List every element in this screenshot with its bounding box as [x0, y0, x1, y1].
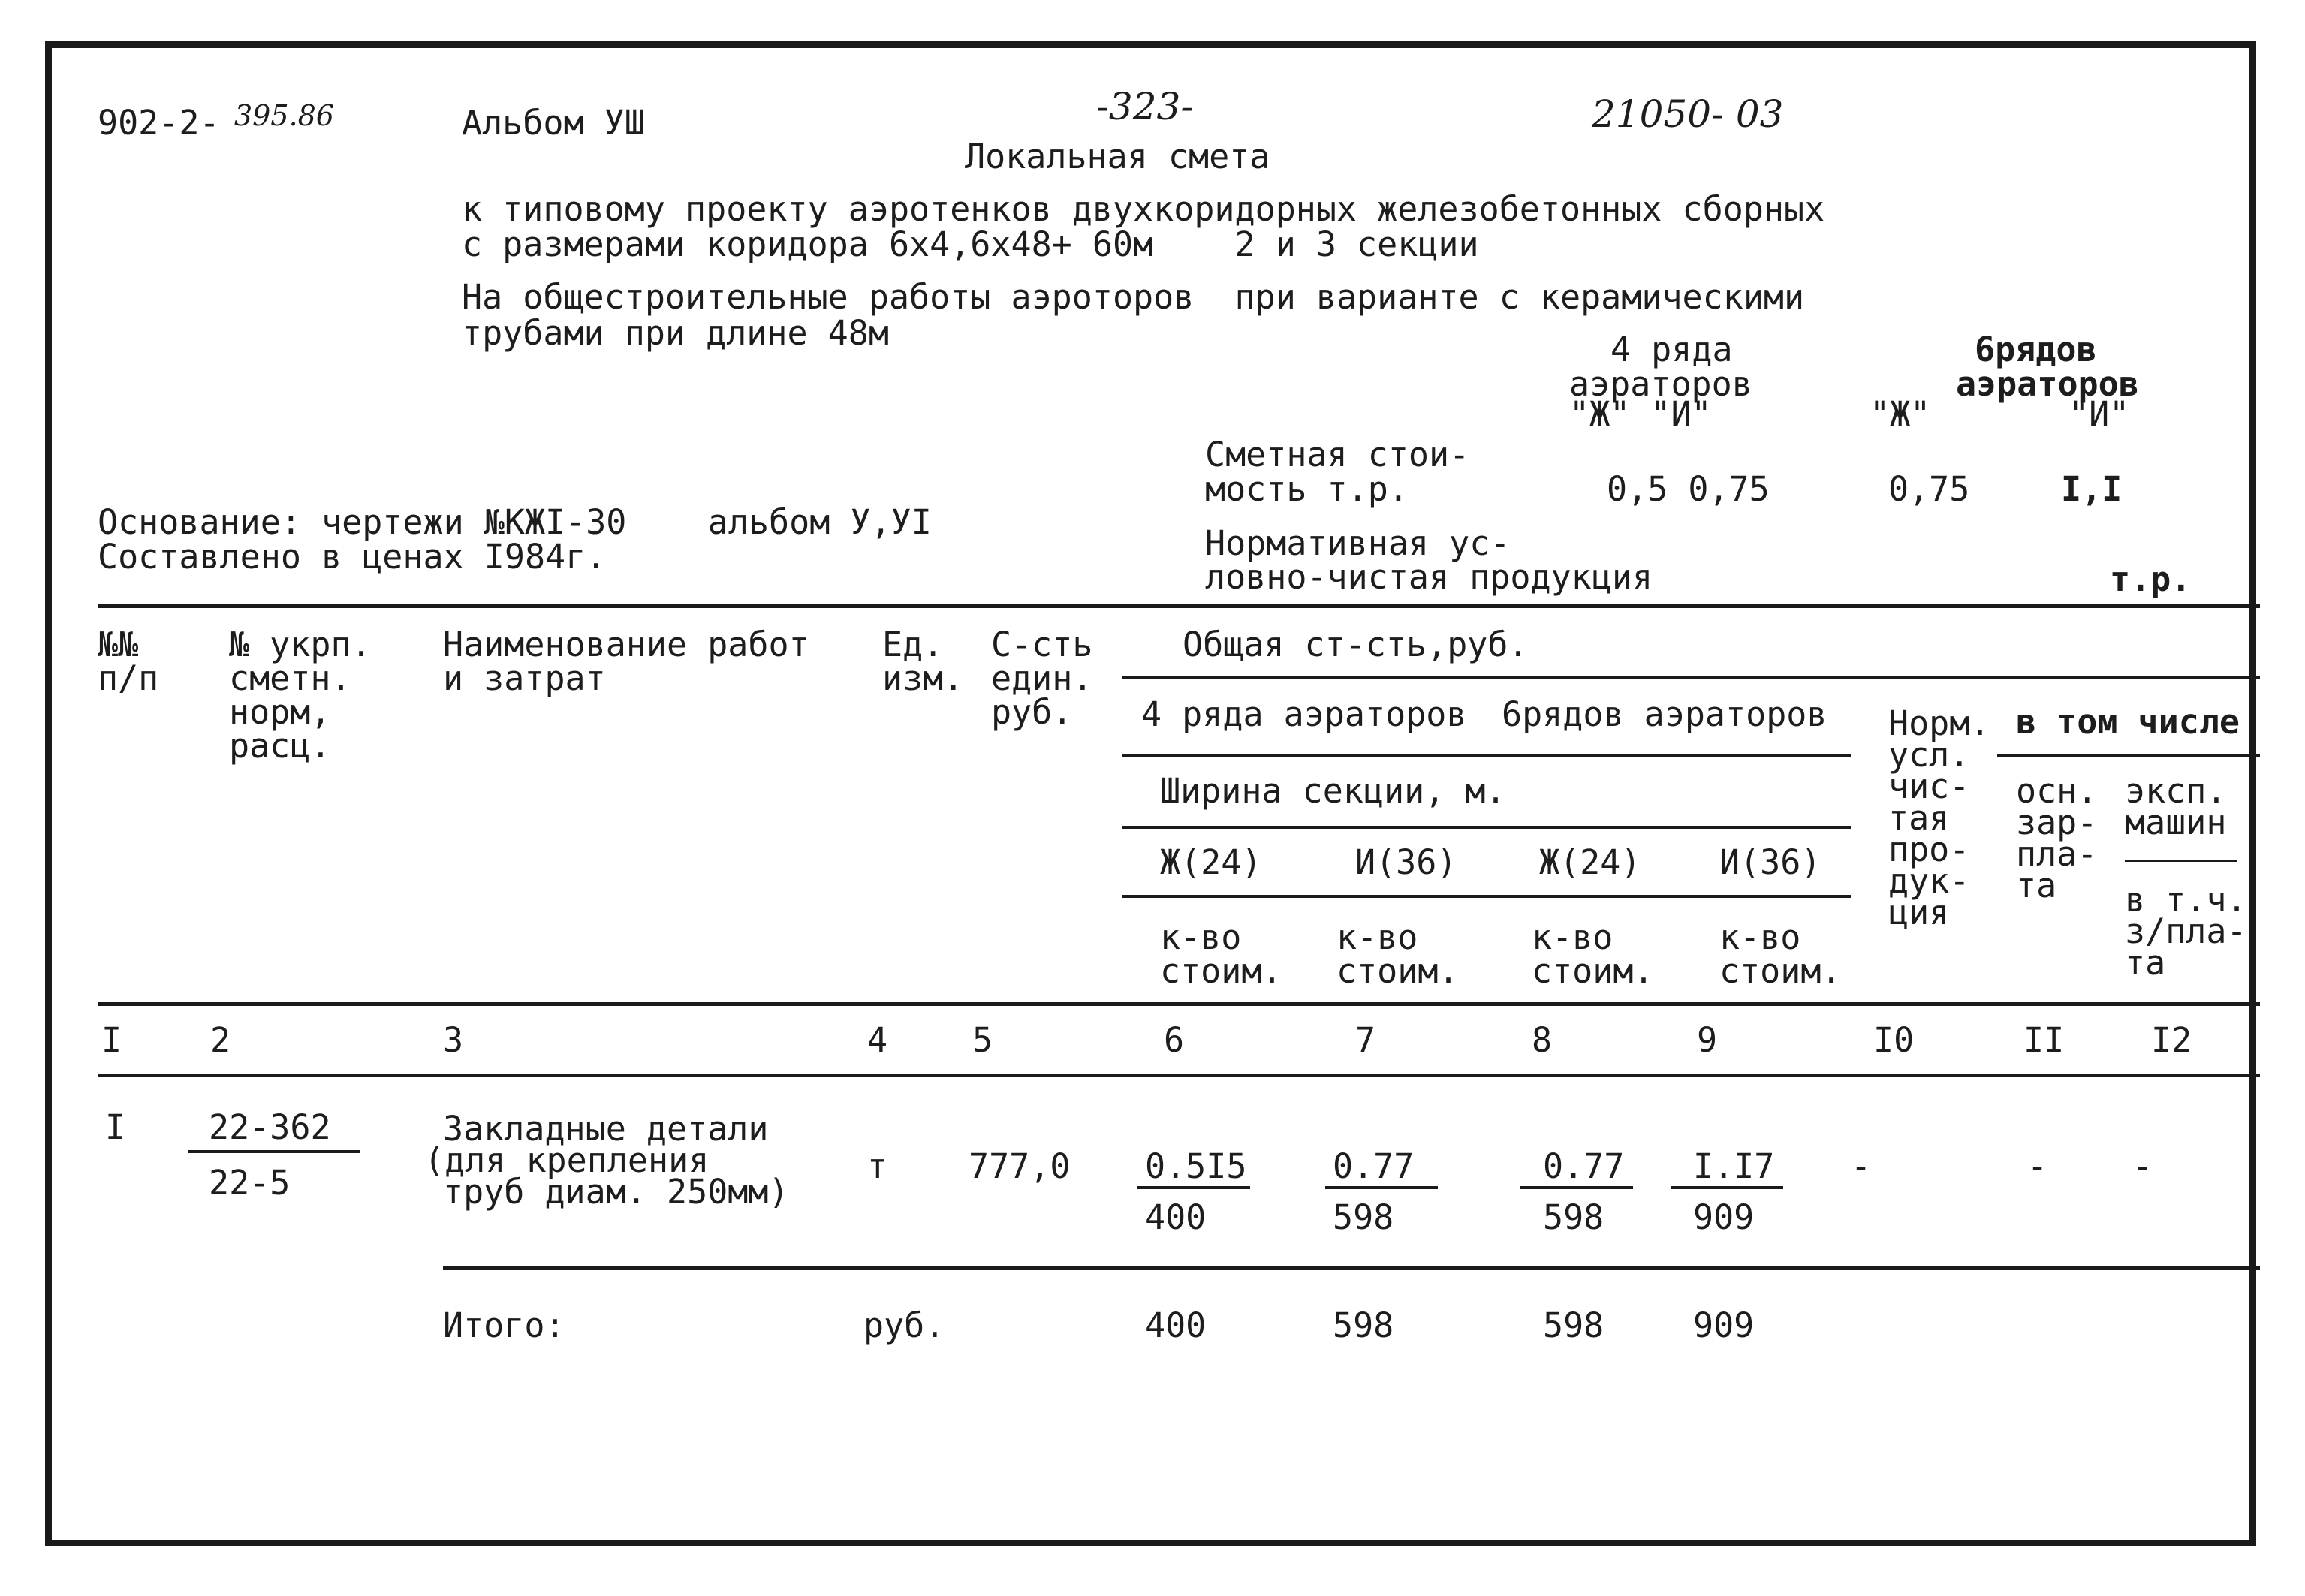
total-value-8: 598 [1543, 1305, 1604, 1345]
norm-header-6: дук- [1888, 861, 1970, 901]
wages-header-4: та [2016, 866, 2057, 905]
work-name-line-3: труб диам. 250мм) [443, 1172, 789, 1212]
norm-code-fraction-line [188, 1150, 360, 1153]
rule-below-incl [1997, 754, 2260, 757]
machines-header-2: машин [2125, 803, 2227, 842]
qty-value-7: 0.77 [1333, 1146, 1415, 1186]
col-number-6: 6 [1164, 1020, 1185, 1060]
norm-header-1: Норм. [1888, 703, 1990, 743]
col2-header-2: сметн. [229, 658, 351, 698]
total-value-9: 909 [1693, 1305, 1755, 1345]
col3-header-2: и затрат [443, 658, 606, 698]
total-unit: руб. [863, 1305, 945, 1345]
col-number-1: I [101, 1020, 122, 1060]
machines-wage-header-2: з/пла- [2125, 911, 2247, 951]
qty-value-6: 0.5I5 [1145, 1146, 1247, 1186]
cost-header-6: стоим. [1160, 951, 1282, 991]
rule-below-groups [1122, 754, 1851, 757]
norm-code-top: 22-362 [209, 1107, 331, 1147]
group4-header-line-2: аэраторов [1569, 364, 1752, 404]
work-name-line-1: Закладные детали [443, 1109, 769, 1149]
document-title: Локальная смета [965, 137, 1270, 176]
subcol-header-8: Ж(24) [1539, 842, 1641, 882]
group4-header: 4 ряда аэраторов [1141, 694, 1467, 734]
subcol-header-9: И(36) [1719, 842, 1821, 882]
normative-unit: т.р. [2110, 559, 2192, 599]
group4-column-letters: "Ж" "И" [1569, 394, 1712, 434]
basis-line: Основание: чертежи №КЖI-30 альбом У,УI [98, 502, 932, 542]
wages-header-3: пла- [2016, 834, 2098, 874]
fraction-line-8 [1520, 1186, 1633, 1189]
subcol-header-6: Ж(24) [1160, 842, 1262, 882]
prices-line: Составлено в ценах I984г. [98, 537, 607, 577]
col-number-7: 7 [1355, 1020, 1376, 1060]
section-width-header: Ширина секции, м. [1160, 771, 1506, 811]
rule-below-header [98, 1002, 2260, 1006]
total-label: Итого: [443, 1305, 565, 1345]
norm-code-bottom: 22-5 [209, 1163, 291, 1203]
total-value-6: 400 [1145, 1305, 1207, 1345]
scope-line-2: трубами при длине 48м [462, 313, 889, 353]
col-number-9: 9 [1697, 1020, 1718, 1060]
table-top-rule [98, 604, 2260, 608]
col4-header-2: изм. [882, 658, 964, 698]
cost-value-9: 909 [1693, 1197, 1755, 1237]
group6-column-zh: "Ж" [1870, 394, 1931, 434]
wages-value: - [2027, 1146, 2048, 1186]
page-number: -323- [1096, 85, 1194, 128]
row-number: I [105, 1107, 126, 1147]
col-number-11: II [2023, 1020, 2065, 1060]
machines-wage-header-3: та [2125, 943, 2166, 983]
subtitle-line-2: с размерами коридора 6х4,6х48+ 60м 2 и 3 секции [462, 224, 1479, 264]
cost-header-7: стоим. [1336, 951, 1459, 991]
cost-header-9: стоим. [1719, 951, 1842, 991]
norm-header-3: чис- [1888, 766, 1970, 806]
subcol-header-7: И(36) [1355, 842, 1457, 882]
series-suffix: 395.86 [234, 99, 334, 132]
col1-header-1: №№ [98, 625, 139, 664]
col-number-5: 5 [972, 1020, 993, 1060]
col4-header-1: Ед. [882, 625, 944, 664]
subtitle-line-1: к типовому проекту аэротенков двухкоридорных железобетонных сборных [462, 189, 1825, 229]
normative-label-2: ловно-чистая продукция [1205, 557, 1653, 597]
unit-value: т [867, 1146, 888, 1186]
cost-value-7: 598 [1333, 1197, 1394, 1237]
col2-header-3: норм, [229, 692, 331, 732]
qty-header-7: к-во [1336, 917, 1418, 957]
qty-value-8: 0.77 [1543, 1146, 1625, 1186]
work-name-line-2: (для крепления [424, 1140, 710, 1180]
col-number-12: I2 [2151, 1020, 2192, 1060]
col5-header-2: един. [991, 658, 1093, 698]
qty-value-9: I.I7 [1693, 1146, 1775, 1186]
incl-header: в том числе [2016, 702, 2240, 742]
wages-header-1: осн. [2016, 771, 2098, 811]
cost-header-8: стоим. [1532, 951, 1654, 991]
col5-header-1: С-сть [991, 625, 1093, 664]
col2-header-4: расц. [229, 726, 331, 766]
col-number-2: 2 [210, 1020, 231, 1060]
rule-below-total-cost [1122, 676, 2260, 679]
norm-header-2: усл. [1888, 735, 1970, 775]
group6-column-i: "И" [2068, 394, 2130, 434]
qty-header-6: к-во [1160, 917, 1242, 957]
estimated-cost-4rows: 0,5 0,75 [1607, 469, 1770, 509]
total-value-7: 598 [1333, 1305, 1394, 1345]
estimated-cost-6rows-i: I,I [2061, 469, 2123, 509]
estimated-cost-6rows-zh: 0,75 [1888, 469, 1970, 509]
col5-header-3: руб. [991, 692, 1073, 732]
total-cost-header: Общая ст-сть,руб. [1183, 625, 1529, 664]
cost-value-6: 400 [1145, 1197, 1207, 1237]
norm-header-7: ция [1888, 893, 1950, 932]
col3-header-1: Наименование работ [443, 625, 809, 664]
col2-header-1: № укрп. [229, 625, 372, 664]
fraction-line-6 [1137, 1186, 1250, 1189]
fraction-line-7 [1325, 1186, 1438, 1189]
col-number-8: 8 [1532, 1020, 1553, 1060]
group6-header: 6рядов аэраторов [1502, 694, 1827, 734]
norm-header-4: тая [1888, 798, 1950, 838]
album-label: Альбом УШ [462, 103, 645, 143]
norm-header-5: про- [1888, 830, 1970, 869]
machines-value: - [2132, 1146, 2153, 1186]
group4-header-line-1: 4 ряда [1610, 330, 1733, 369]
col-number-4: 4 [867, 1020, 888, 1060]
scope-line-1: На общестроительные работы аэроторов при варианте с керамическими [462, 277, 1805, 317]
rule-machines [2125, 860, 2237, 862]
document-code: 21050- 03 [1592, 92, 1784, 136]
unit-cost-value: 777,0 [969, 1146, 1071, 1186]
rule-below-width [1122, 826, 1851, 829]
series-prefix: 902-2- [98, 103, 220, 143]
norm-value: - [1851, 1146, 1872, 1186]
machines-wage-header-1: в т.ч. [2125, 880, 2247, 920]
estimated-cost-label-2: мость т.р. [1205, 469, 1409, 509]
fraction-line-9 [1671, 1186, 1783, 1189]
cost-value-8: 598 [1543, 1197, 1604, 1237]
normative-label-1: Нормативная ус- [1205, 523, 1511, 563]
group6-header-line-1: 6рядов [1975, 330, 2097, 369]
rule-above-total [443, 1266, 2260, 1270]
rule-below-col-numbers [98, 1074, 2260, 1077]
rule-below-subcols [1122, 895, 1851, 898]
col-number-3: 3 [443, 1020, 464, 1060]
qty-header-8: к-во [1532, 917, 1614, 957]
col-number-10: I0 [1873, 1020, 1915, 1060]
col1-header-2: п/п [98, 658, 159, 698]
wages-header-2: зар- [2016, 803, 2098, 842]
group6-header-line-2: аэраторов [1956, 364, 2139, 404]
machines-header-1: эксп. [2125, 771, 2227, 811]
qty-header-9: к-во [1719, 917, 1801, 957]
estimated-cost-label-1: Сметная стои- [1205, 435, 1470, 474]
